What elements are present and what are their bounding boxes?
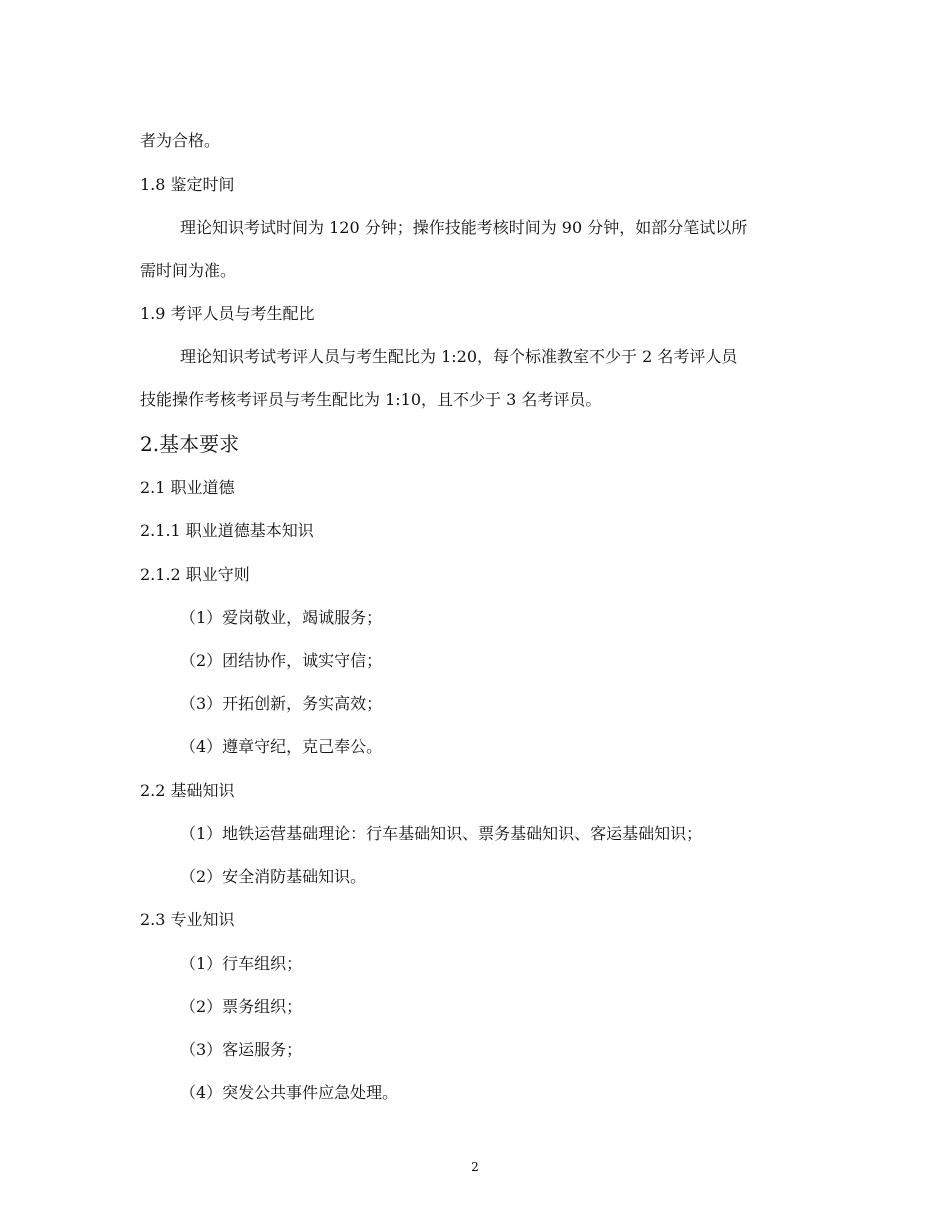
list-item: （4）遵章守纪，克己奉公。 <box>180 737 383 756</box>
list-item: （1）行车组织； <box>180 954 303 973</box>
list-item: （3）开拓创新，务实高效； <box>180 694 383 713</box>
section-heading-2-3: 2.3 专业知识 <box>140 910 235 929</box>
list-item: （1）地铁运营基础理论：行车基础知识、票务基础知识、客运基础知识； <box>180 824 703 843</box>
list-item: （3）客运服务； <box>180 1040 303 1059</box>
paragraph-line: 需时间为准。 <box>140 261 237 280</box>
section-heading-2-2: 2.2 基础知识 <box>140 781 235 800</box>
paragraph-line: 技能操作考核考评员与考生配比为 1:10，且不少于 3 名考评员。 <box>140 390 602 409</box>
page-number: 2 <box>471 1160 479 1174</box>
section-heading-1-9: 1.9 考评人员与考生配比 <box>140 304 315 323</box>
subsection-heading-2-1-1: 2.1.1 职业道德基本知识 <box>140 521 314 540</box>
section-heading-1-8: 1.8 鉴定时间 <box>140 175 235 194</box>
list-item: （1）爱岗敬业，竭诚服务； <box>180 608 383 627</box>
section-heading-2-1: 2.1 职业道德 <box>140 478 235 497</box>
list-item: （4）突发公共事件应急处理。 <box>180 1083 399 1102</box>
list-item: （2）票务组织； <box>180 997 303 1016</box>
text-line: 者为合格。 <box>140 131 221 150</box>
chapter-heading-2: 2.基本要求 <box>140 432 240 456</box>
paragraph-line: 理论知识考试考评人员与考生配比为 1:20，每个标准教室不少于 2 名考评人员 <box>180 347 738 366</box>
paragraph-line: 理论知识考试时间为 120 分钟；操作技能考核时间为 90 分钟，如部分笔试以所 <box>180 218 748 237</box>
list-item: （2）安全消防基础知识。 <box>180 867 367 886</box>
subsection-heading-2-1-2: 2.1.2 职业守则 <box>140 565 250 584</box>
list-item: （2）团结协作，诚实守信； <box>180 651 383 670</box>
